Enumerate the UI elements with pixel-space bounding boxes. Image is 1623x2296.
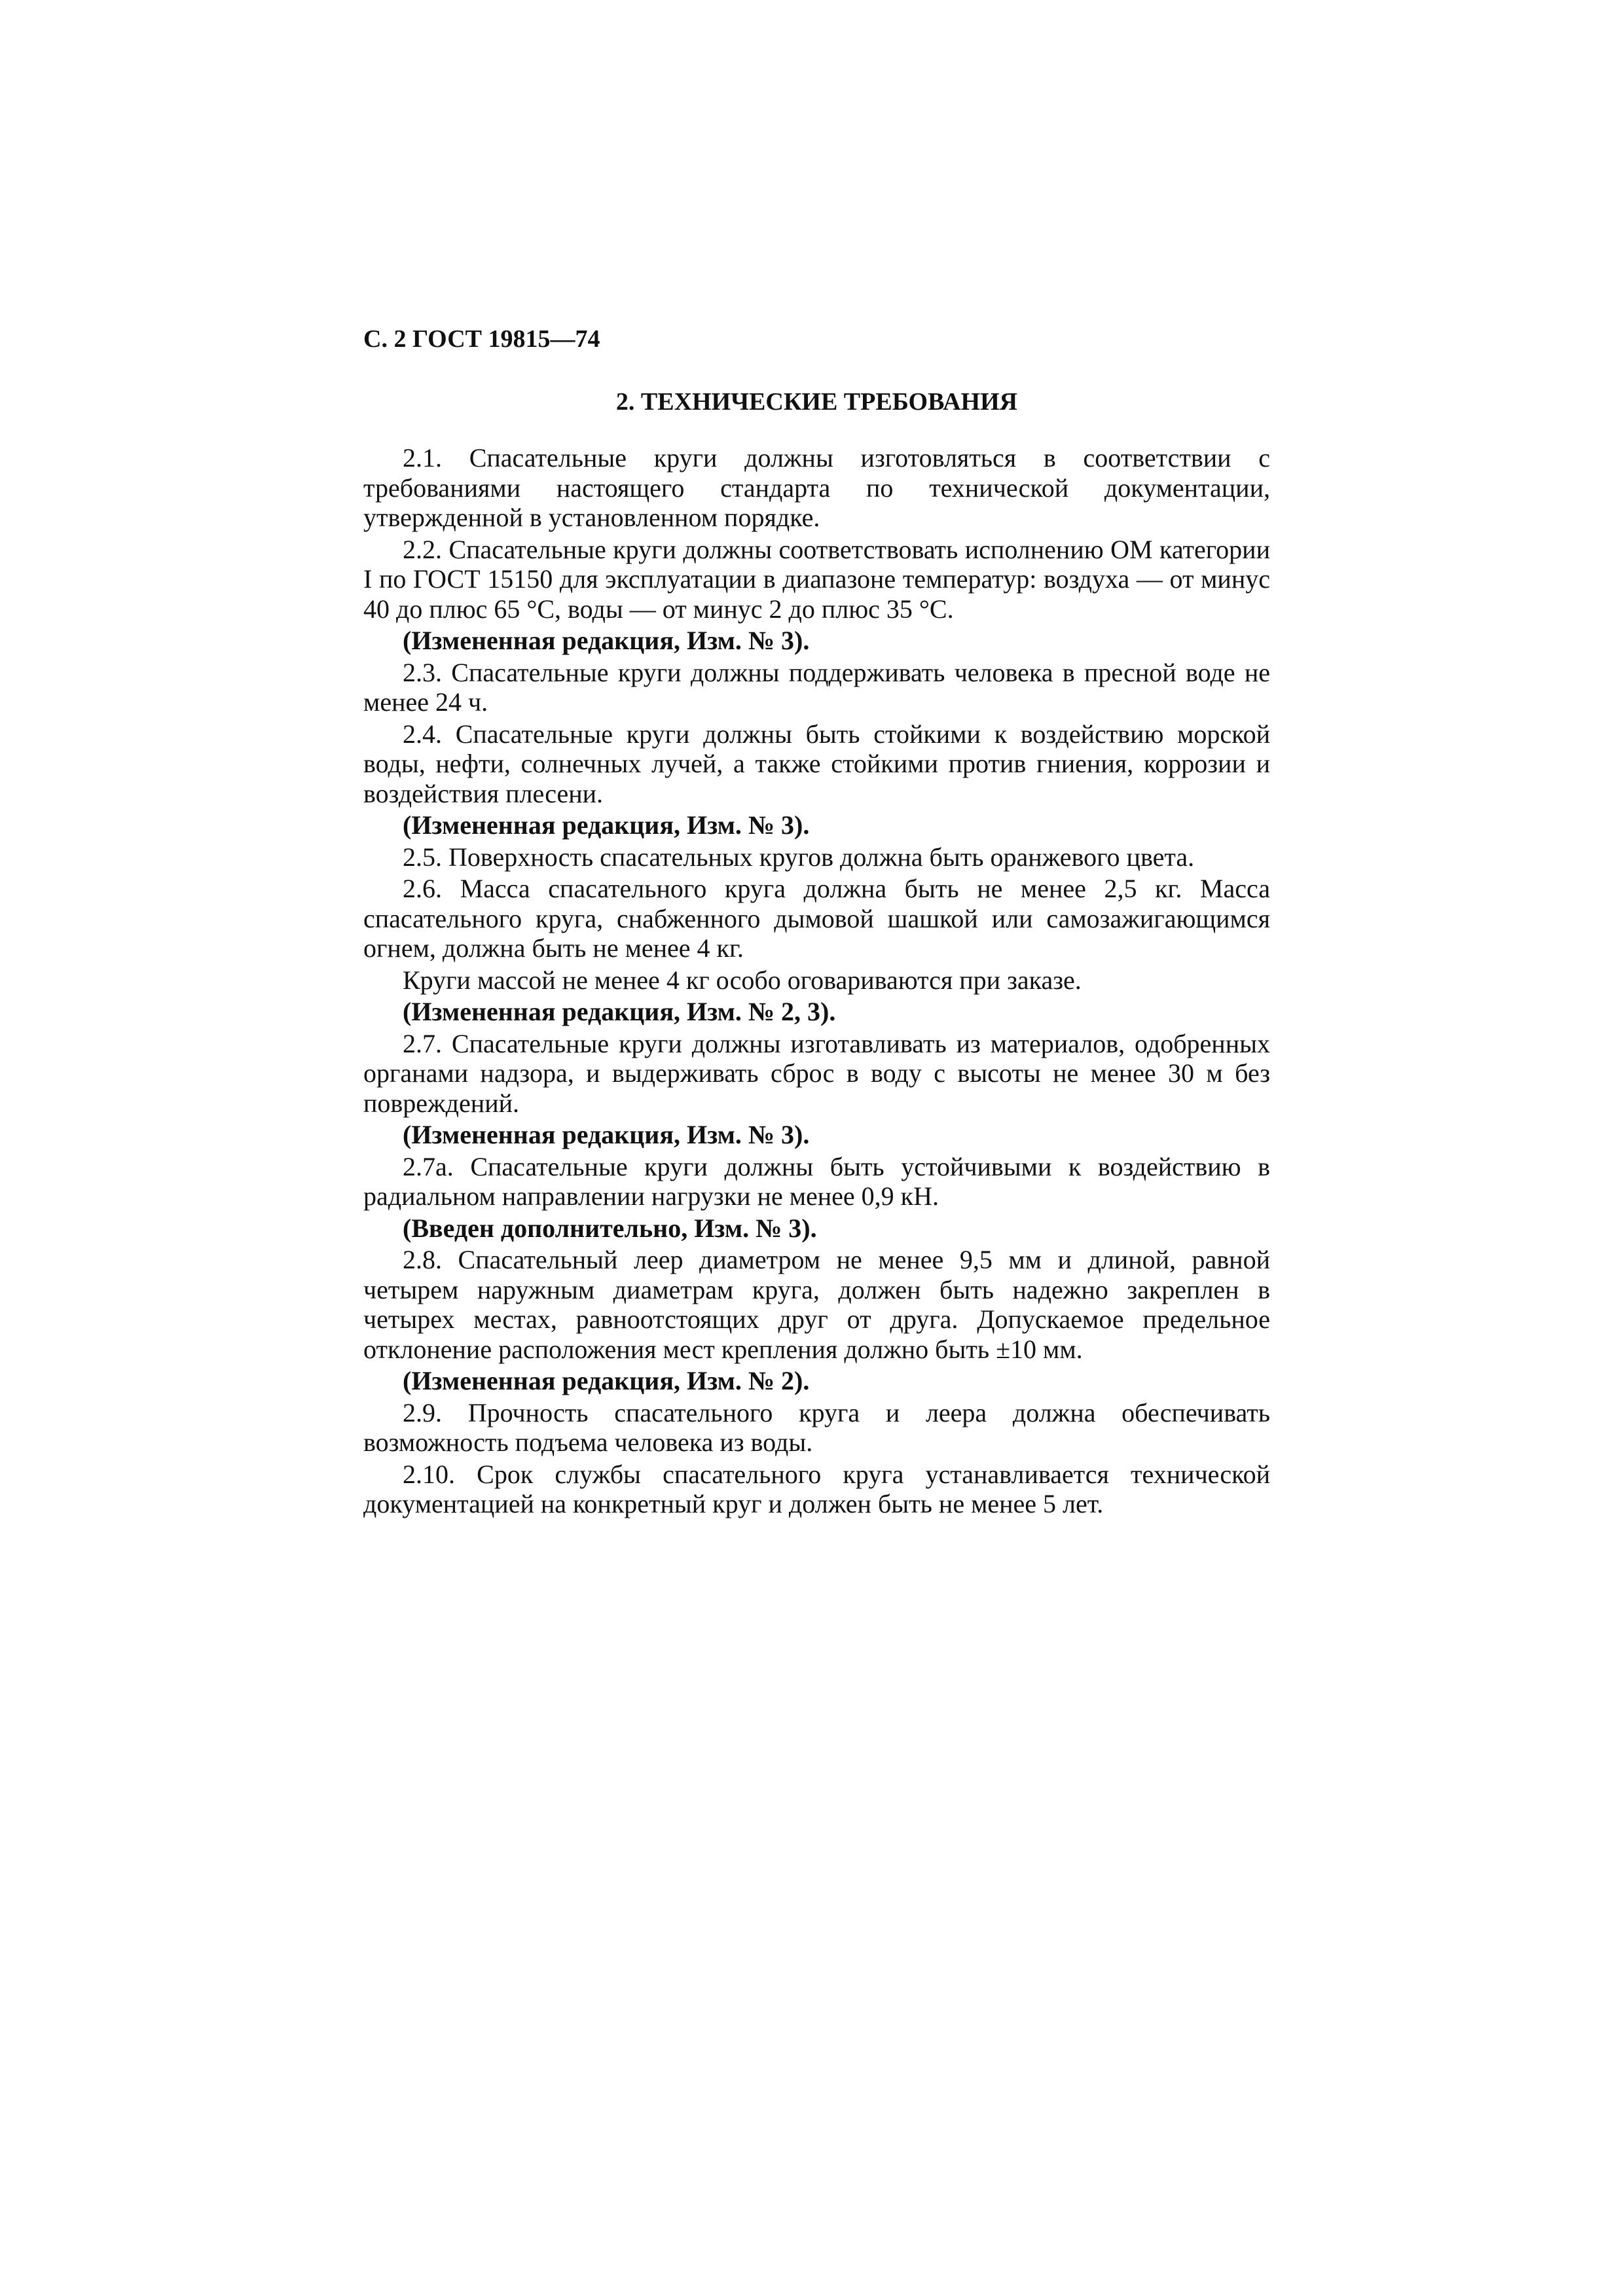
amendment-note: (Измененная редакция, Изм. № 2). <box>403 1366 810 1395</box>
paragraph-2-7: 2.7. Спасательные круги должны изготавливать из материалов, одобренных органами надзора, и выдерживать сброс в воду с высоты не менее 30 м без повреждений. <box>363 1028 1270 1118</box>
paragraph-2-1: 2.1. Спасательные круги должны изготовляться в соответствии с требованиями настоящего стандарта по технической документации, утвержденной в установленном порядке. <box>363 443 1270 532</box>
paragraph-2-7a: 2.7а. Спасательные круги должны быть устойчивыми к воздействию в радиальном направлении нагрузки не менее 0,9 кН. <box>363 1151 1270 1211</box>
page-header: С. 2 ГОСТ 19815—74 <box>363 325 600 353</box>
amendment-note: (Измененная редакция, Изм. № 3). <box>403 810 810 840</box>
paragraph-2-3: 2.3. Спасательные круги должны поддерживать человека в пресной воде не менее 24 ч. <box>363 657 1270 717</box>
paragraph-2-5: 2.5. Поверхность спасательных кругов должна быть оранжевого цвета. <box>403 842 1195 872</box>
paragraph-2-6: 2.6. Масса спасательного круга должна быть не менее 2,5 кг. Масса спасательного круга, снабженного дымовой шашкой или самозажигающимся огнем, должна быть не менее 4 кг. <box>363 874 1270 963</box>
paragraph-2-6-order-note: Круги массой не менее 4 кг особо оговариваются при заказе. <box>403 965 1082 995</box>
amendment-note: (Измененная редакция, Изм. № 3). <box>403 1120 810 1149</box>
paragraph-2-8: 2.8. Спасательный леер диаметром не менее 9,5 мм и длиной, равной четырем наружным диаметрам круга, должен быть надежно закреплен в четырех местах, равноотстоящих друг от друга. Допускаемое предельное отклонение расположения мест крепления должно быть ±10 мм. <box>363 1245 1270 1364</box>
section-title: 2. ТЕХНИЧЕСКИЕ ТРЕБОВАНИЯ <box>615 388 1018 416</box>
paragraph-2-9: 2.9. Прочность спасательного круга и леера должна обеспечивать возможность подъема человека из воды. <box>363 1397 1270 1457</box>
paragraph-2-2: 2.2. Спасательные круги должны соответствовать исполнению ОМ категории I по ГОСТ 15150 для эксплуатации в диапазоне температур: воздуха — от минус 40 до плюс 65 °С, воды — от минус 2 до плюс 35 °С. <box>363 534 1270 624</box>
paragraph-2-10: 2.10. Срок службы спасательного круга устанавливается технической документацией на конкретный круг и должен быть не менее 5 лет. <box>363 1459 1270 1518</box>
document-page <box>363 324 1270 1521</box>
amendment-note: (Введен дополнительно, Изм. № 3). <box>403 1213 817 1243</box>
paragraph-2-4: 2.4. Спасательные круги должны быть стойкими к воздействию морской воды, нефти, солнечных лучей, а также стойкими против гниения, коррозии и воздействия плесени. <box>363 719 1270 808</box>
amendment-note: (Измененная редакция, Изм. № 3). <box>403 626 810 655</box>
amendment-note: (Измененная редакция, Изм. № 2, 3). <box>403 997 836 1026</box>
